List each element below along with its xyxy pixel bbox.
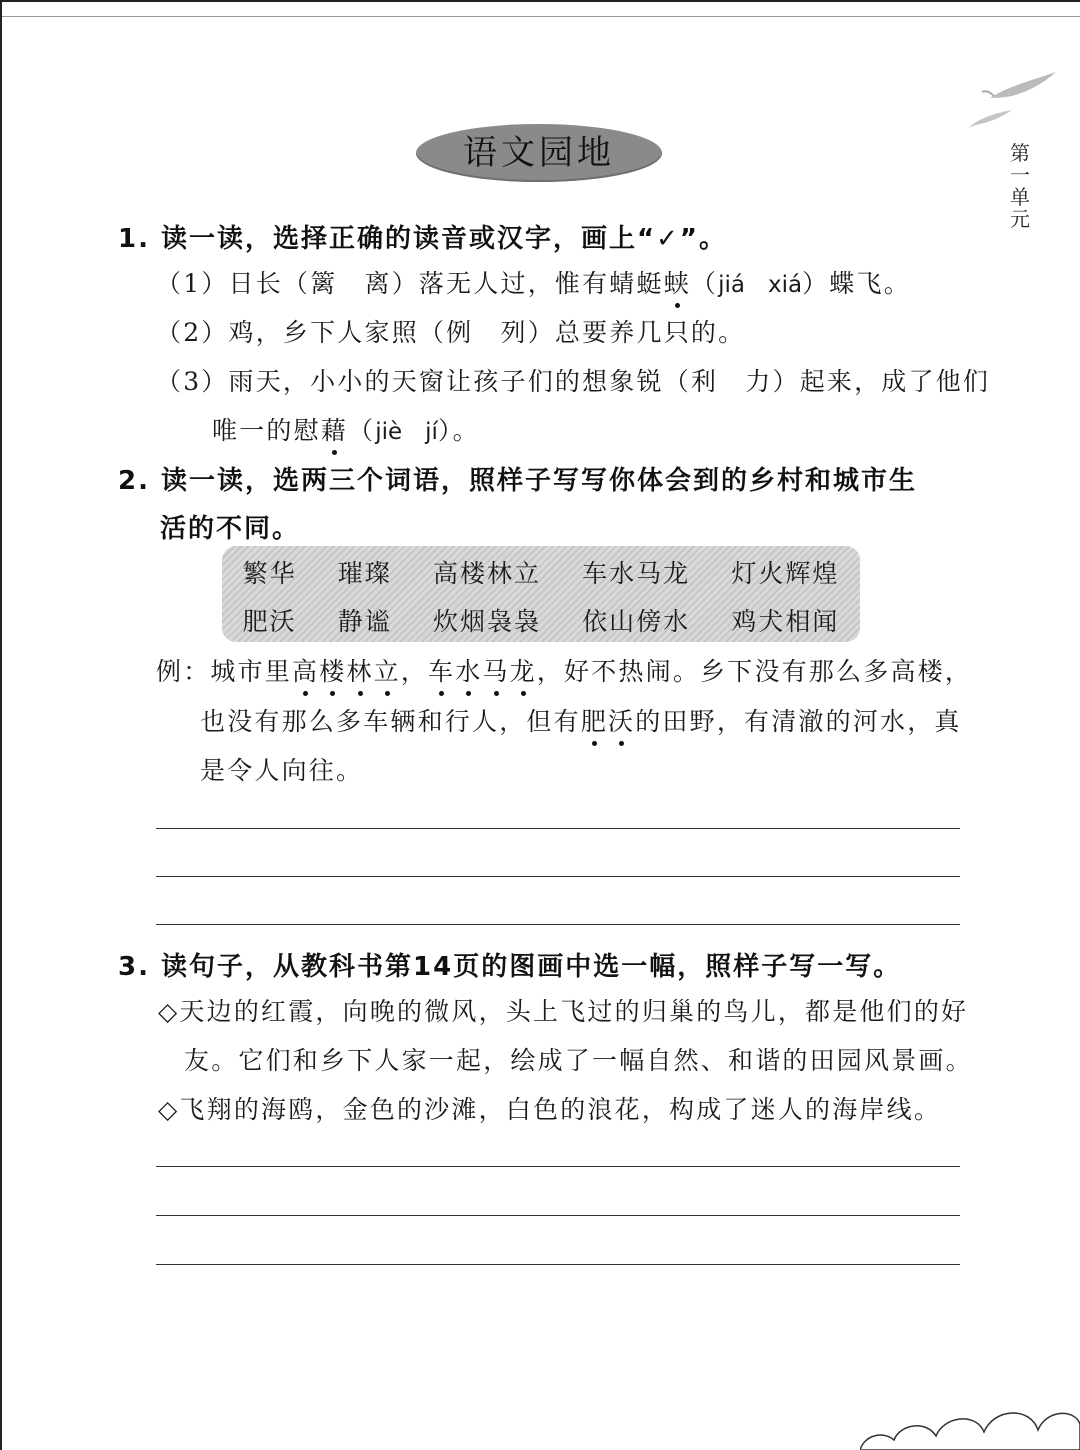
page-title: 语文园地 [463, 133, 615, 173]
question-1-item-3-line-1: （3）雨天，小小的天窗让孩子们的想象锐（利 力）起来，成了他们 [156, 367, 991, 396]
dotted-character: 高 [292, 652, 319, 688]
dotted-character: 沃 [608, 702, 635, 738]
item-text: ）。 [437, 416, 480, 445]
item-text: ）蝶飞。 [802, 269, 911, 298]
word-bank-word: 璀璨 [337, 559, 392, 588]
question-1-heading: 1. 读一读，选择正确的读音或汉字，画上“✓”。 [118, 224, 727, 254]
answer-line[interactable] [156, 1264, 960, 1265]
word-bank-word: 肥沃 [242, 607, 297, 636]
word-bank-word: 高楼林立 [432, 559, 541, 588]
sentence-1-line-2: 友。它们和乡下人家一起，绘成了一幅自然、和谐的田园风景画。 [184, 1046, 973, 1075]
dotted-character: 蛱 [664, 264, 691, 300]
dotted-character: 藉 [321, 411, 348, 447]
answer-line[interactable] [156, 1166, 960, 1167]
word-bank-word: 鸡犬相闻 [731, 607, 840, 636]
seagull-decoration-icon [960, 66, 1060, 136]
word-bank-word: 炊烟袅袅 [432, 607, 541, 636]
side-label-char: 第 [1010, 141, 1030, 165]
word-bank-word: 车水马龙 [582, 559, 691, 588]
dotted-character: 车 [428, 652, 455, 688]
answer-line[interactable] [156, 1215, 960, 1216]
pinyin-options: jiè jí [375, 419, 438, 445]
dotted-character: 马 [482, 652, 509, 688]
cloud-decoration-icon [860, 1380, 1080, 1450]
dotted-word [292, 657, 401, 686]
dotted-character: 水 [455, 652, 482, 688]
dotted-phrase [581, 707, 635, 736]
word-bank-box [222, 546, 860, 642]
dotted-phrase [428, 657, 537, 686]
word-bank-row [222, 554, 860, 590]
item-text: 唯一的慰 [212, 416, 321, 445]
word-bank-row [222, 602, 860, 638]
dotted-character: 楼 [319, 652, 346, 688]
question-2-heading-line-1: 2. 读一读，选两三个词语，照样子写写你体会到的乡村和城市生 [118, 466, 918, 496]
dotted-character: 龙 [510, 652, 537, 688]
sentence-1-line-1: ◇天边的红霞，向晚的微风，头上飞过的归巢的鸟儿，都是他们的好 [158, 997, 969, 1026]
example-line-3: 是令人向往。 [200, 756, 364, 785]
example-line-1 [156, 652, 972, 688]
unit-side-label [1006, 142, 1034, 230]
item-text: （ [690, 269, 719, 298]
example-text: ，好不热闹。乡下没有那么多高楼， [536, 657, 973, 686]
sentence-2: ◇飞翔的海鸥，金色的沙滩，白色的浪花，构成了迷人的海岸线。 [158, 1095, 942, 1124]
dotted-phrase [292, 657, 401, 686]
word-bank-word: 依山傍水 [582, 607, 691, 636]
question-3-heading: 3. 读句子，从教科书第14页的图画中选一幅，照样子写一写。 [118, 952, 902, 982]
example-text: 的田野，有清澈的河水，真 [635, 707, 962, 736]
word-bank-word: 繁华 [242, 559, 297, 588]
example-text: ， [400, 657, 429, 686]
example-line-2 [200, 702, 962, 738]
side-label-char: 元 [1010, 207, 1030, 231]
word-bank-word: 灯火辉煌 [731, 559, 840, 588]
question-2-heading-line-2: 活的不同。 [160, 514, 301, 544]
section-title-badge [416, 124, 662, 182]
question-1-item-3-line-2 [212, 411, 480, 447]
example-text: 例：城市里 [156, 657, 293, 686]
side-label-char: 单 [1010, 185, 1030, 209]
pinyin-options: jiá xiá [718, 272, 803, 298]
question-1-item-1 [156, 264, 911, 300]
item-text: （1）日长（篱 离）落无人过，惟有蜻蜓 [156, 269, 664, 298]
item-text: （ [348, 416, 376, 445]
example-text: 也没有那么多车辆和行人，但有 [200, 707, 581, 736]
answer-line[interactable] [156, 876, 960, 877]
word-bank-word: 静谧 [337, 607, 392, 636]
dotted-character: 林 [346, 652, 373, 688]
question-1-item-2: （2）鸡，乡下人家照（例 列）总要养几只的。 [156, 318, 746, 347]
answer-line[interactable] [156, 924, 960, 925]
dotted-character: 立 [374, 652, 401, 688]
answer-line[interactable] [156, 828, 960, 829]
dotted-character: 肥 [581, 702, 608, 738]
side-label-char: 一 [1010, 163, 1030, 187]
